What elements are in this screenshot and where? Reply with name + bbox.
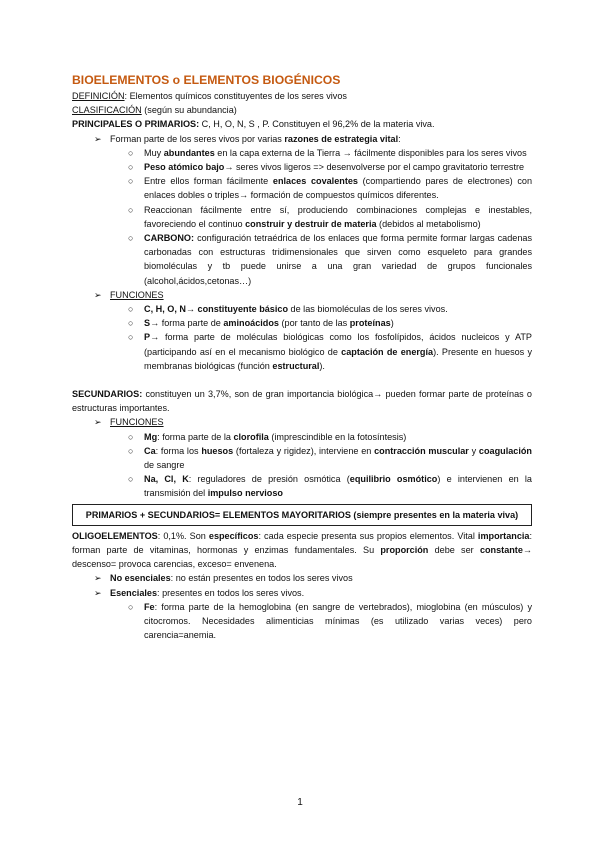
- text-bold: importancia: [477, 530, 530, 541]
- list-item: [72, 330, 532, 373]
- list-item: [72, 132, 532, 146]
- text: : forma parte de la: [157, 431, 234, 442]
- text: : forman parte de vitaminas, hormonas y enzimas fundamentales. Su: [72, 530, 532, 555]
- text: (imprescindible en la fotosíntesis): [268, 431, 407, 442]
- list-item: [72, 600, 532, 643]
- text-bold: estructural: [272, 360, 320, 371]
- text: : cada especie presenta sus propios elementos. Vital: [258, 530, 478, 541]
- primary-text: C, H, O, N, S , P. Constituyen el 96,2% de la materia viva.: [199, 119, 435, 130]
- list-item: [72, 571, 532, 585]
- text: ).: [319, 360, 325, 371]
- text-bold: contracción muscular: [374, 445, 469, 456]
- text: Forman parte de los seres vivos por varias: [110, 133, 285, 144]
- circle-bullet-icon: ○: [128, 233, 134, 244]
- text: (debidos al metabolismo): [376, 218, 481, 229]
- text-bold: equilibrio osmótico: [349, 474, 438, 485]
- text-bold: Fe: [144, 601, 155, 612]
- primary-label: PRINCIPALES O PRIMARIOS:: [72, 119, 200, 130]
- circle-bullet-icon: ○: [128, 162, 134, 173]
- classification-line: [72, 103, 532, 117]
- arrow-bullet-icon: ➢: [94, 417, 102, 428]
- text: Reaccionan fácilmente entre sí, produciendo combinaciones complejas e inestables, favoreciendo el continuo: [144, 204, 532, 229]
- text: → descenso= provoca carencias, exceso= envenena.: [72, 544, 532, 570]
- list-item: [72, 302, 532, 316]
- text-bold: huesos: [201, 445, 234, 456]
- definition-line: [72, 89, 532, 103]
- text-bold: Esenciales: [110, 587, 158, 598]
- functions-label: FUNCIONES: [110, 289, 164, 300]
- arrow-bullet-icon: ➢: [94, 573, 102, 584]
- summary-box: PRIMARIOS + SECUNDARIOS= ELEMENTOS MAYORITARIOS (siempre presentes en la materia viva): [72, 504, 532, 526]
- list-item: [72, 288, 532, 302]
- text-bold: razones de estrategia vital: [284, 133, 399, 144]
- text: ). Presente en huesos y membranas biológicas (función: [144, 346, 533, 371]
- text: :: [398, 133, 401, 144]
- list-item: [72, 415, 532, 429]
- text-bold: C, H, O, N→ constituyente básico: [144, 304, 289, 315]
- arrow-bullet-icon: ➢: [94, 289, 102, 300]
- text-bold: proteínas: [349, 318, 391, 329]
- definition-text: : Elementos químicos constituyentes de los seres vivos: [124, 91, 347, 101]
- text-bold: Ca: [144, 445, 156, 456]
- text-bold: constante: [479, 544, 523, 555]
- text-bold: S: [144, 318, 151, 329]
- text: : presentes en todos los seres vivos.: [157, 587, 305, 598]
- text: (compartiendo pares de electrones) con enlaces dobles o triples→ formación de compuestos químicos diferentes.: [144, 176, 532, 201]
- text: → seres vivos ligeros => desenvolverse por el campo gravitatorio terrestre: [224, 162, 525, 173]
- circle-bullet-icon: ○: [128, 176, 134, 187]
- text: de las biomoléculas de los seres vivos.: [288, 304, 448, 315]
- arrow-bullet-icon: ➢: [94, 133, 102, 144]
- text: : 0,1%. Son: [157, 530, 209, 541]
- text-bold: CARBONO:: [144, 233, 195, 244]
- text-bold: Mg: [144, 431, 158, 442]
- list-item: [72, 231, 532, 288]
- text: : forma parte de la hemoglobina (en sangre de vertebrados), mioglobina (en músculos) y citocromos. Necesidades alimenticias mínimas (es utilizado varias veces) pero carencia=anemia.: [144, 601, 532, 641]
- text: de sangre: [144, 460, 185, 471]
- spacer: [72, 373, 532, 387]
- page-number: 1: [297, 797, 303, 808]
- classification-label: CLASIFICACIÓN: [72, 105, 142, 116]
- text: en la capa externa de la Tierra → fácilmente disponibles para los seres vivos: [214, 147, 527, 158]
- list-item: [72, 203, 532, 231]
- oligo-label: OLIGOELEMENTOS: [72, 530, 158, 541]
- text: (por tanto de las: [278, 318, 350, 329]
- circle-bullet-icon: ○: [128, 474, 134, 485]
- text-bold: coagulación: [478, 445, 532, 456]
- text-bold: Na, Cl, K: [144, 474, 189, 485]
- circle-bullet-icon: ○: [128, 304, 134, 315]
- text: : forma los: [155, 445, 202, 456]
- text: Entre ellos forman fácilmente: [144, 176, 273, 187]
- text-bold: construir y destruir de materia: [245, 218, 377, 229]
- text: : no están presentes en todos los seres vivos: [170, 573, 353, 584]
- list-item: [72, 174, 532, 202]
- list-item: [72, 586, 532, 600]
- primary-heading: [72, 117, 532, 131]
- circle-bullet-icon: ○: [128, 147, 134, 158]
- text-bold: captación de energía: [341, 346, 434, 357]
- secondary-label: SECUNDARIOS:: [72, 389, 143, 400]
- text-bold: clorofila: [233, 431, 269, 442]
- text-bold: P: [144, 332, 151, 343]
- circle-bullet-icon: ○: [128, 445, 134, 456]
- circle-bullet-icon: ○: [128, 318, 134, 329]
- text-bold: aminoácidos: [223, 318, 279, 329]
- circle-bullet-icon: ○: [128, 204, 134, 215]
- list-item: [72, 444, 532, 472]
- document-page: [72, 72, 532, 642]
- text-bold: abundantes: [163, 147, 215, 158]
- text: : reguladores de presión osmótica (: [188, 474, 350, 485]
- secondary-heading: [72, 387, 532, 415]
- text: debe ser: [428, 544, 480, 555]
- oligo-paragraph: [72, 529, 532, 572]
- circle-bullet-icon: ○: [128, 332, 134, 343]
- list-item: [72, 430, 532, 444]
- circle-bullet-icon: ○: [128, 601, 134, 612]
- circle-bullet-icon: ○: [128, 431, 134, 442]
- list-item: [72, 316, 532, 330]
- list-item: [72, 160, 532, 174]
- text: y: [468, 445, 479, 456]
- text-bold: impulso nervioso: [207, 488, 283, 499]
- list-item: [72, 146, 532, 160]
- text: ): [390, 318, 394, 329]
- text-bold: específicos: [208, 530, 259, 541]
- classification-text: (según su abundancia): [141, 105, 237, 116]
- secondary-text: constituyen un 3,7%, son de gran importancia biológica→ pueden formar parte de proteínas o estructuras importantes.: [72, 389, 532, 414]
- text-bold: proporción: [380, 544, 429, 555]
- text: configuración tetraédrica de los enlaces que forma permite formar largas cadenas carbonadas con estructuras tridimensionales que sirven como esqueleto para grandes biomoléculas y tb puede unirse a una gran variedad de grupos funcionales (alcohol,ácidos,cetonas…): [144, 233, 532, 286]
- text-bold: Peso atómico bajo: [144, 162, 225, 173]
- functions-label: FUNCIONES: [110, 417, 164, 428]
- list-item: [72, 472, 532, 500]
- text: ) e intervienen en la transmisión del: [144, 474, 532, 499]
- text: → forma parte de: [150, 318, 224, 329]
- text: → forma parte de moléculas biológicas como los fosfolípidos, ácidos nucleicos y ATP (participando así en el mecanismo biológico de: [144, 332, 532, 357]
- text-bold: enlaces covalentes: [272, 176, 358, 187]
- text: Muy: [144, 147, 164, 158]
- page-title: BIOELEMENTOS o ELEMENTOS BIOGÉNICOS: [72, 73, 341, 87]
- text-bold: No esenciales: [110, 573, 171, 584]
- definition-label: DEFINICIÓN: [72, 91, 125, 101]
- text: (fortaleza y rigidez), interviene en: [233, 445, 375, 456]
- arrow-bullet-icon: ➢: [94, 587, 102, 598]
